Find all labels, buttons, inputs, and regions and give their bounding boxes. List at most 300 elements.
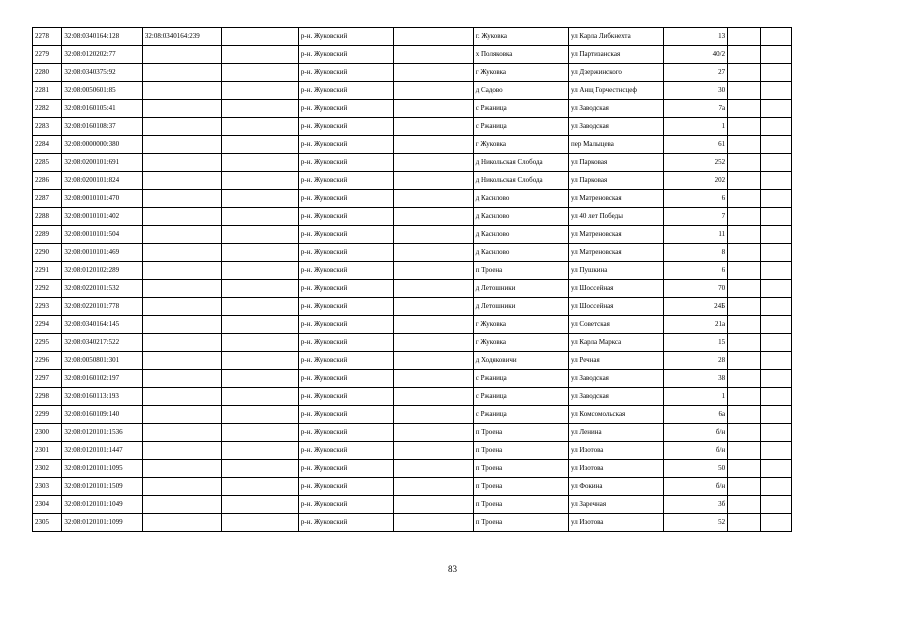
cadastral-number-cell: 32:08:0160105:41 [62, 100, 143, 118]
street-cell: ул Парковая [569, 154, 664, 172]
street-cell: ул Советская [569, 316, 664, 334]
empty-cell [728, 226, 760, 244]
empty-cell [760, 280, 791, 298]
district-cell: р-н. Жуковский [298, 388, 393, 406]
empty-cell [222, 244, 298, 262]
table-row [33, 298, 792, 316]
house-number-cell: 50 [664, 460, 728, 478]
empty-cell [760, 406, 791, 424]
district-cell: р-н. Жуковский [298, 442, 393, 460]
empty-cell [760, 208, 791, 226]
cadastral-number-cell: 32:08:0160102:197 [62, 370, 143, 388]
empty-cell [760, 514, 791, 532]
empty-cell [222, 388, 298, 406]
empty-cell [222, 46, 298, 64]
street-cell: ул Изотова [569, 460, 664, 478]
empty-cell [760, 82, 791, 100]
house-number-cell: 8 [664, 244, 728, 262]
empty-cell [222, 64, 298, 82]
house-number-cell: б/н [664, 478, 728, 496]
district-cell: р-н. Жуковский [298, 280, 393, 298]
empty-cell [222, 424, 298, 442]
locality-cell: п Троена [473, 442, 568, 460]
locality-cell: д Никольская Слобода [473, 172, 568, 190]
empty-cell [760, 136, 791, 154]
registry-table [32, 27, 792, 532]
locality-cell: д Никольская Слобода [473, 154, 568, 172]
row-number-cell: 2278 [33, 28, 62, 46]
district-cell: р-н. Жуковский [298, 82, 393, 100]
locality-cell: д Ходяковичи [473, 352, 568, 370]
empty-cell [394, 82, 474, 100]
cadastral-number-cell: 32:08:0120101:1099 [62, 514, 143, 532]
locality-cell: с Ржаница [473, 100, 568, 118]
cadastral-number-cell: 32:08:0340164:145 [62, 316, 143, 334]
empty-cell [394, 154, 474, 172]
locality-cell: п Троена [473, 262, 568, 280]
locality-cell: д Каснлово [473, 190, 568, 208]
house-number-cell: 24Б [664, 298, 728, 316]
table-row [33, 118, 792, 136]
table-row [33, 226, 792, 244]
house-number-cell: б/н [664, 442, 728, 460]
house-number-cell: 252 [664, 154, 728, 172]
row-number-cell: 2279 [33, 46, 62, 64]
related-cadastral-number-cell [142, 352, 222, 370]
locality-cell: х Поляковка [473, 46, 568, 64]
locality-cell: д Летошники [473, 280, 568, 298]
empty-cell [728, 478, 760, 496]
table-row [33, 208, 792, 226]
table-row [33, 334, 792, 352]
house-number-cell: б/н [664, 424, 728, 442]
cadastral-number-cell: 32:08:0000000:380 [62, 136, 143, 154]
table-row [33, 406, 792, 424]
row-number-cell: 2299 [33, 406, 62, 424]
empty-cell [222, 226, 298, 244]
street-cell: ул Речная [569, 352, 664, 370]
row-number-cell: 2296 [33, 352, 62, 370]
empty-cell [760, 100, 791, 118]
related-cadastral-number-cell [142, 64, 222, 82]
empty-cell [394, 208, 474, 226]
district-cell: р-н. Жуковский [298, 406, 393, 424]
related-cadastral-number-cell [142, 298, 222, 316]
empty-cell [222, 514, 298, 532]
house-number-cell: 15 [664, 334, 728, 352]
street-cell: ул Шоссейная [569, 298, 664, 316]
empty-cell [222, 82, 298, 100]
empty-cell [760, 172, 791, 190]
district-cell: р-н. Жуковский [298, 298, 393, 316]
empty-cell [760, 28, 791, 46]
empty-cell [760, 154, 791, 172]
empty-cell [728, 370, 760, 388]
house-number-cell: 27 [664, 64, 728, 82]
house-number-cell: 6 [664, 262, 728, 280]
empty-cell [728, 172, 760, 190]
district-cell: р-н. Жуковский [298, 514, 393, 532]
district-cell: р-н. Жуковский [298, 64, 393, 82]
empty-cell [760, 352, 791, 370]
empty-cell [728, 262, 760, 280]
empty-cell [728, 136, 760, 154]
empty-cell [222, 190, 298, 208]
locality-cell: п Троена [473, 424, 568, 442]
table-row [33, 172, 792, 190]
empty-cell [222, 136, 298, 154]
table-row [33, 352, 792, 370]
empty-cell [222, 172, 298, 190]
house-number-cell: 7 [664, 208, 728, 226]
related-cadastral-number-cell [142, 136, 222, 154]
empty-cell [728, 82, 760, 100]
table-row [33, 46, 792, 64]
related-cadastral-number-cell [142, 442, 222, 460]
street-cell: ул Фокина [569, 478, 664, 496]
empty-cell [728, 352, 760, 370]
house-number-cell: 40/2 [664, 46, 728, 64]
district-cell: р-н. Жуковский [298, 28, 393, 46]
related-cadastral-number-cell [142, 424, 222, 442]
district-cell: р-н. Жуковский [298, 316, 393, 334]
cadastral-number-cell: 32:08:0160113:193 [62, 388, 143, 406]
house-number-cell: 1 [664, 388, 728, 406]
district-cell: р-н. Жуковский [298, 496, 393, 514]
empty-cell [728, 460, 760, 478]
district-cell: р-н. Жуковский [298, 262, 393, 280]
house-number-cell: 7а [664, 100, 728, 118]
locality-cell: п Троена [473, 496, 568, 514]
empty-cell [394, 100, 474, 118]
empty-cell [760, 64, 791, 82]
district-cell: р-н. Жуковский [298, 478, 393, 496]
empty-cell [760, 388, 791, 406]
cadastral-number-cell: 32:08:0160108:37 [62, 118, 143, 136]
cadastral-number-cell: 32:08:0050601:85 [62, 82, 143, 100]
related-cadastral-number-cell [142, 100, 222, 118]
empty-cell [728, 316, 760, 334]
empty-cell [222, 334, 298, 352]
locality-cell: с Ржаница [473, 406, 568, 424]
street-cell: ул 40 лет Победы [569, 208, 664, 226]
table-row [33, 82, 792, 100]
related-cadastral-number-cell [142, 460, 222, 478]
empty-cell [728, 28, 760, 46]
related-cadastral-number-cell [142, 262, 222, 280]
empty-cell [222, 478, 298, 496]
house-number-cell: 21а [664, 316, 728, 334]
house-number-cell: 202 [664, 172, 728, 190]
street-cell: ул Парковая [569, 172, 664, 190]
row-number-cell: 2305 [33, 514, 62, 532]
empty-cell [760, 442, 791, 460]
cadastral-number-cell: 32:08:0010101:402 [62, 208, 143, 226]
cadastral-number-cell: 32:08:0200101:691 [62, 154, 143, 172]
table-row [33, 100, 792, 118]
empty-cell [760, 262, 791, 280]
related-cadastral-number-cell [142, 478, 222, 496]
table-row [33, 154, 792, 172]
table-row [33, 370, 792, 388]
related-cadastral-number-cell [142, 280, 222, 298]
empty-cell [728, 334, 760, 352]
district-cell: р-н. Жуковский [298, 154, 393, 172]
cadastral-number-cell: 32:08:0340164:128 [62, 28, 143, 46]
empty-cell [760, 118, 791, 136]
empty-cell [394, 496, 474, 514]
locality-cell: д Садово [473, 82, 568, 100]
row-number-cell: 2283 [33, 118, 62, 136]
empty-cell [728, 496, 760, 514]
table-row [33, 64, 792, 82]
row-number-cell: 2280 [33, 64, 62, 82]
related-cadastral-number-cell [142, 388, 222, 406]
street-cell: ул Анщ Горчестнсцеф [569, 82, 664, 100]
empty-cell [760, 496, 791, 514]
empty-cell [394, 118, 474, 136]
row-number-cell: 2295 [33, 334, 62, 352]
row-number-cell: 2288 [33, 208, 62, 226]
locality-cell: с Ржаница [473, 118, 568, 136]
row-number-cell: 2282 [33, 100, 62, 118]
related-cadastral-number-cell [142, 316, 222, 334]
row-number-cell: 2286 [33, 172, 62, 190]
cadastral-number-cell: 32:08:0050801:301 [62, 352, 143, 370]
street-cell: ул Заводская [569, 388, 664, 406]
table-row [33, 442, 792, 460]
table-row [33, 424, 792, 442]
empty-cell [222, 100, 298, 118]
empty-cell [394, 460, 474, 478]
district-cell: р-н. Жуковский [298, 136, 393, 154]
house-number-cell: 13 [664, 28, 728, 46]
cadastral-number-cell: 32:08:0010101:470 [62, 190, 143, 208]
district-cell: р-н. Жуковский [298, 460, 393, 478]
district-cell: р-н. Жуковский [298, 370, 393, 388]
empty-cell [394, 388, 474, 406]
district-cell: р-н. Жуковский [298, 172, 393, 190]
related-cadastral-number-cell: 32:08:0340164:239 [142, 28, 222, 46]
row-number-cell: 2302 [33, 460, 62, 478]
related-cadastral-number-cell [142, 226, 222, 244]
street-cell: ул Пушкина [569, 262, 664, 280]
empty-cell [222, 298, 298, 316]
house-number-cell: 38 [664, 370, 728, 388]
locality-cell: г. Жуковка [473, 28, 568, 46]
street-cell: ул Партизанская [569, 46, 664, 64]
cadastral-number-cell: 32:08:0120101:1536 [62, 424, 143, 442]
street-cell: ул Матреновская [569, 190, 664, 208]
locality-cell: п Троена [473, 514, 568, 532]
empty-cell [394, 298, 474, 316]
locality-cell: с Ржаница [473, 388, 568, 406]
row-number-cell: 2285 [33, 154, 62, 172]
empty-cell [394, 442, 474, 460]
house-number-cell: 28 [664, 352, 728, 370]
house-number-cell: 1 [664, 118, 728, 136]
street-cell: ул Дзержинского [569, 64, 664, 82]
table-row [33, 316, 792, 334]
street-cell: ул Шоссейная [569, 280, 664, 298]
empty-cell [394, 28, 474, 46]
row-number-cell: 2292 [33, 280, 62, 298]
empty-cell [394, 478, 474, 496]
empty-cell [728, 388, 760, 406]
cadastral-number-cell: 32:08:0120101:1049 [62, 496, 143, 514]
row-number-cell: 2297 [33, 370, 62, 388]
empty-cell [394, 262, 474, 280]
table-row [33, 460, 792, 478]
row-number-cell: 2303 [33, 478, 62, 496]
related-cadastral-number-cell [142, 496, 222, 514]
empty-cell [394, 136, 474, 154]
row-number-cell: 2300 [33, 424, 62, 442]
row-number-cell: 2289 [33, 226, 62, 244]
empty-cell [728, 118, 760, 136]
row-number-cell: 2290 [33, 244, 62, 262]
street-cell: ул Карла Маркса [569, 334, 664, 352]
cadastral-number-cell: 32:08:0120101:1447 [62, 442, 143, 460]
district-cell: р-н. Жуковский [298, 244, 393, 262]
locality-cell: д Каснлово [473, 226, 568, 244]
empty-cell [760, 316, 791, 334]
empty-cell [394, 172, 474, 190]
empty-cell [222, 118, 298, 136]
row-number-cell: 2281 [33, 82, 62, 100]
house-number-cell: 30 [664, 82, 728, 100]
locality-cell: д Каснлово [473, 208, 568, 226]
table-row [33, 28, 792, 46]
house-number-cell: 52 [664, 514, 728, 532]
locality-cell: д Летошники [473, 298, 568, 316]
empty-cell [394, 514, 474, 532]
empty-cell [222, 28, 298, 46]
related-cadastral-number-cell [142, 370, 222, 388]
cadastral-number-cell: 32:08:0010101:469 [62, 244, 143, 262]
empty-cell [222, 406, 298, 424]
cadastral-number-cell: 32:08:0120101:1095 [62, 460, 143, 478]
house-number-cell: 6 [664, 190, 728, 208]
cadastral-number-cell: 32:08:0220101:532 [62, 280, 143, 298]
cadastral-number-cell: 32:08:0010101:504 [62, 226, 143, 244]
empty-cell [394, 64, 474, 82]
related-cadastral-number-cell [142, 172, 222, 190]
street-cell: ул Комсомольская [569, 406, 664, 424]
house-number-cell: 3б [664, 496, 728, 514]
empty-cell [222, 280, 298, 298]
empty-cell [728, 64, 760, 82]
empty-cell [728, 244, 760, 262]
district-cell: р-н. Жуковский [298, 226, 393, 244]
empty-cell [394, 280, 474, 298]
empty-cell [760, 298, 791, 316]
street-cell: пер Малыцева [569, 136, 664, 154]
locality-cell: г Жуковка [473, 316, 568, 334]
page-number: 83 [448, 564, 457, 574]
table-row [33, 136, 792, 154]
related-cadastral-number-cell [142, 190, 222, 208]
related-cadastral-number-cell [142, 154, 222, 172]
row-number-cell: 2287 [33, 190, 62, 208]
empty-cell [760, 226, 791, 244]
street-cell: ул Изотова [569, 514, 664, 532]
table-row [33, 262, 792, 280]
cadastral-number-cell: 32:08:0120101:1509 [62, 478, 143, 496]
row-number-cell: 2293 [33, 298, 62, 316]
empty-cell [222, 316, 298, 334]
related-cadastral-number-cell [142, 46, 222, 64]
locality-cell: п Троена [473, 460, 568, 478]
house-number-cell: 70 [664, 280, 728, 298]
street-cell: ул Заречная [569, 496, 664, 514]
empty-cell [394, 46, 474, 64]
table-row [33, 244, 792, 262]
cadastral-number-cell: 32:08:0200101:824 [62, 172, 143, 190]
empty-cell [728, 190, 760, 208]
empty-cell [222, 262, 298, 280]
table-row [33, 496, 792, 514]
empty-cell [394, 334, 474, 352]
row-number-cell: 2301 [33, 442, 62, 460]
table-row [33, 190, 792, 208]
cadastral-number-cell: 32:08:0160109:140 [62, 406, 143, 424]
empty-cell [394, 244, 474, 262]
empty-cell [222, 370, 298, 388]
locality-cell: г Жуковка [473, 64, 568, 82]
empty-cell [728, 514, 760, 532]
empty-cell [760, 244, 791, 262]
locality-cell: с Ржаница [473, 370, 568, 388]
row-number-cell: 2291 [33, 262, 62, 280]
street-cell: ул Карла Либкнехта [569, 28, 664, 46]
street-cell: ул Матреновская [569, 226, 664, 244]
table-row [33, 514, 792, 532]
empty-cell [728, 280, 760, 298]
empty-cell [222, 154, 298, 172]
district-cell: р-н. Жуковский [298, 208, 393, 226]
district-cell: р-н. Жуковский [298, 334, 393, 352]
related-cadastral-number-cell [142, 118, 222, 136]
empty-cell [760, 190, 791, 208]
related-cadastral-number-cell [142, 82, 222, 100]
locality-cell: г Жуковка [473, 136, 568, 154]
district-cell: р-н. Жуковский [298, 100, 393, 118]
empty-cell [760, 370, 791, 388]
row-number-cell: 2294 [33, 316, 62, 334]
table-row [33, 388, 792, 406]
empty-cell [222, 442, 298, 460]
empty-cell [728, 100, 760, 118]
cadastral-number-cell: 32:08:0220101:778 [62, 298, 143, 316]
house-number-cell: 61 [664, 136, 728, 154]
empty-cell [728, 208, 760, 226]
empty-cell [394, 226, 474, 244]
cadastral-number-cell: 32:08:0340217:522 [62, 334, 143, 352]
empty-cell [394, 424, 474, 442]
cadastral-number-cell: 32:08:0120102:289 [62, 262, 143, 280]
empty-cell [222, 352, 298, 370]
related-cadastral-number-cell [142, 514, 222, 532]
empty-cell [728, 298, 760, 316]
house-number-cell: 11 [664, 226, 728, 244]
empty-cell [760, 46, 791, 64]
street-cell: ул Изотова [569, 442, 664, 460]
cadastral-number-cell: 32:08:0120202:77 [62, 46, 143, 64]
empty-cell [760, 424, 791, 442]
empty-cell [222, 208, 298, 226]
empty-cell [760, 334, 791, 352]
